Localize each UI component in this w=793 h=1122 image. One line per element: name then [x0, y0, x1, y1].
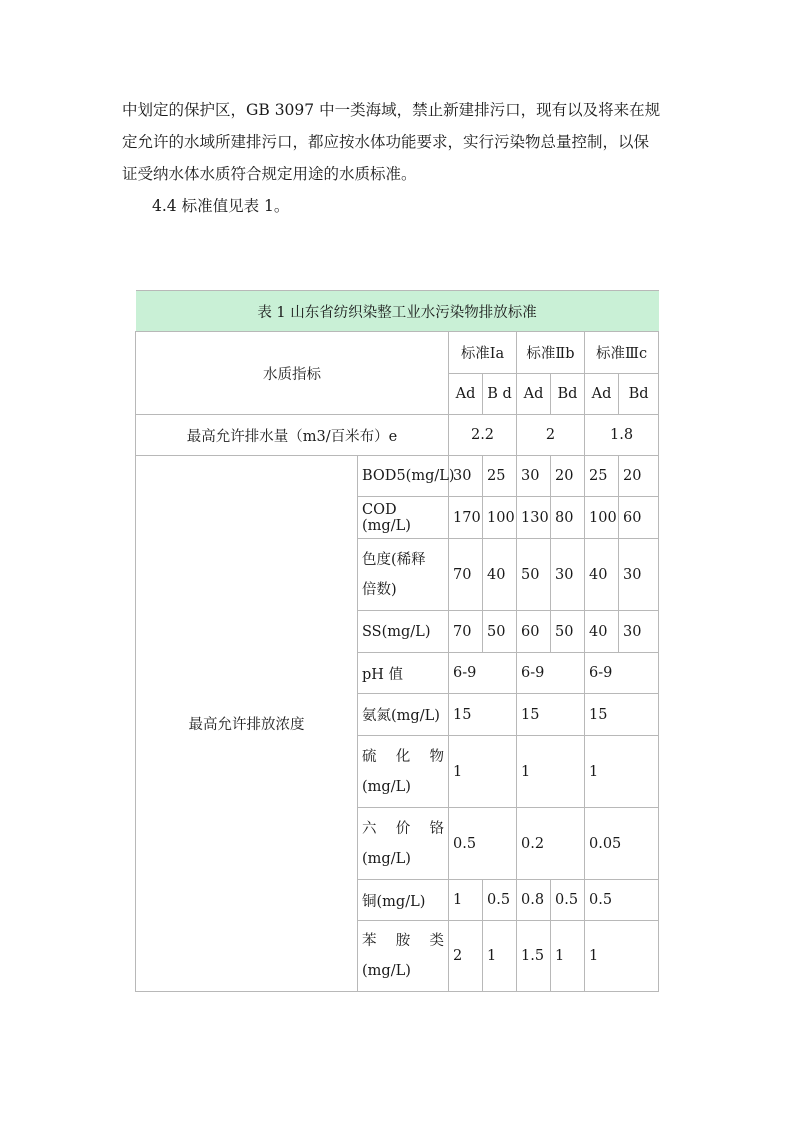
table-cell: 40 — [585, 611, 619, 653]
table-cell: 70 — [449, 539, 483, 611]
table-cell: 30 — [619, 611, 659, 653]
table-cell: 6-9 — [517, 653, 585, 694]
table-cell: 6-9 — [585, 653, 659, 694]
indicator-name-line-1: 硫 化 物 — [362, 748, 444, 765]
table-cell: 0.5 — [585, 880, 659, 921]
table-cell: 70 — [449, 611, 483, 653]
table-cell: 1 — [449, 880, 483, 921]
table-cell: 0.5 — [551, 880, 585, 921]
indicator-name — [358, 921, 449, 992]
paragraph-line-1: 中划定的保护区，GB 3097 中一类海域，禁止新建排污口，现有以及将来在规 — [122, 101, 661, 119]
table-cell: 15 — [517, 694, 585, 736]
indicator-name-line-2: 倍数) — [362, 581, 397, 598]
table-caption: 表 1 山东省纺织染整工业水污染物排放标准 — [136, 291, 659, 332]
indicator-name-line-1: 苯 胺 类 — [362, 933, 444, 949]
table-cell: 6-9 — [449, 653, 517, 694]
paragraph-line-2: 定允许的水域所建排污口，都应按水体功能要求，实行污染物总量控制，以保 — [122, 133, 650, 151]
indicator-name: COD (mg/L) — [358, 497, 449, 539]
table-cell: 25 — [585, 456, 619, 497]
table-cell: 25 — [483, 456, 517, 497]
table-cell: 1.5 — [517, 921, 551, 992]
table-cell: 170 — [449, 497, 483, 539]
subheader-ad-1: Ad — [449, 374, 483, 415]
subheader-bd-2: Bd — [551, 374, 585, 415]
paragraph-line-3: 证受纳水体水质符合规定用途的水质标准。 — [122, 165, 417, 183]
table-cell: 100 — [483, 497, 517, 539]
table-cell: 130 — [517, 497, 551, 539]
indicator-name: BOD5(mg/L) — [358, 456, 449, 497]
table-cell: 30 — [449, 456, 483, 497]
table-cell: 100 — [585, 497, 619, 539]
table-cell: 0.8 — [517, 880, 551, 921]
indicator-name: SS(mg/L) — [358, 611, 449, 653]
indicator-name-line-2: (mg/L) — [362, 778, 411, 795]
table-cell: 0.5 — [449, 808, 517, 880]
indicator-name-line-2: (mg/L) — [362, 850, 411, 867]
indicator-name-line-2: (mg/L) — [362, 963, 411, 979]
table-cell: 15 — [585, 694, 659, 736]
paragraph-standard-reference: 4.4 标准值见表 1。 — [152, 197, 290, 215]
table-cell: 40 — [585, 539, 619, 611]
table-cell: 1 — [483, 921, 517, 992]
indicator-name — [358, 539, 449, 611]
table-cell: 1 — [517, 736, 585, 808]
indicator-name — [358, 736, 449, 808]
table-cell: 30 — [517, 456, 551, 497]
table-cell: 40 — [483, 539, 517, 611]
table-cell: 1 — [585, 736, 659, 808]
subheader-ad-3: Ad — [585, 374, 619, 415]
table-cell: 2 — [449, 921, 483, 992]
header-indicator: 水质指标 — [136, 332, 449, 415]
table-cell: 0.5 — [483, 880, 517, 921]
table-cell: 60 — [619, 497, 659, 539]
header-standard-1: 标准Ⅰa — [449, 332, 517, 374]
table-cell: 50 — [551, 611, 585, 653]
discharge-value-1: 2.2 — [449, 415, 517, 456]
table-cell: 50 — [517, 539, 551, 611]
indicator-name-line-1: 六 价 铬 — [362, 820, 444, 837]
table-cell: 80 — [551, 497, 585, 539]
table-cell: 15 — [449, 694, 517, 736]
table-cell: 30 — [551, 539, 585, 611]
table-cell: 0.05 — [585, 808, 659, 880]
table-cell: 20 — [551, 456, 585, 497]
table-cell: 0.2 — [517, 808, 585, 880]
discharge-value-2: 2 — [517, 415, 585, 456]
header-standard-3: 标准Ⅲc — [585, 332, 659, 374]
subheader-bd-1: B d — [483, 374, 517, 415]
table-cell: 20 — [619, 456, 659, 497]
table-cell: 1 — [449, 736, 517, 808]
indicator-name: 氨氮(mg/L) — [358, 694, 449, 736]
indicator-name — [358, 808, 449, 880]
subheader-bd-3: Bd — [619, 374, 659, 415]
concentration-label: 最高允许排放浓度 — [136, 456, 358, 992]
header-standard-2: 标准Ⅱb — [517, 332, 585, 374]
indicator-name-line-1: 色度(稀释 — [362, 551, 426, 568]
table-cell: 1 — [585, 921, 659, 992]
indicator-name: 铜(mg/L) — [358, 880, 449, 921]
discharge-value-3: 1.8 — [585, 415, 659, 456]
table-cell: 60 — [517, 611, 551, 653]
standards-table — [135, 290, 659, 992]
discharge-label: 最高允许排水量（m3/百米布）e — [136, 415, 449, 456]
table-cell: 1 — [551, 921, 585, 992]
subheader-ad-2: Ad — [517, 374, 551, 415]
table-cell: 30 — [619, 539, 659, 611]
table-cell: 50 — [483, 611, 517, 653]
indicator-name: pH 值 — [358, 653, 449, 694]
